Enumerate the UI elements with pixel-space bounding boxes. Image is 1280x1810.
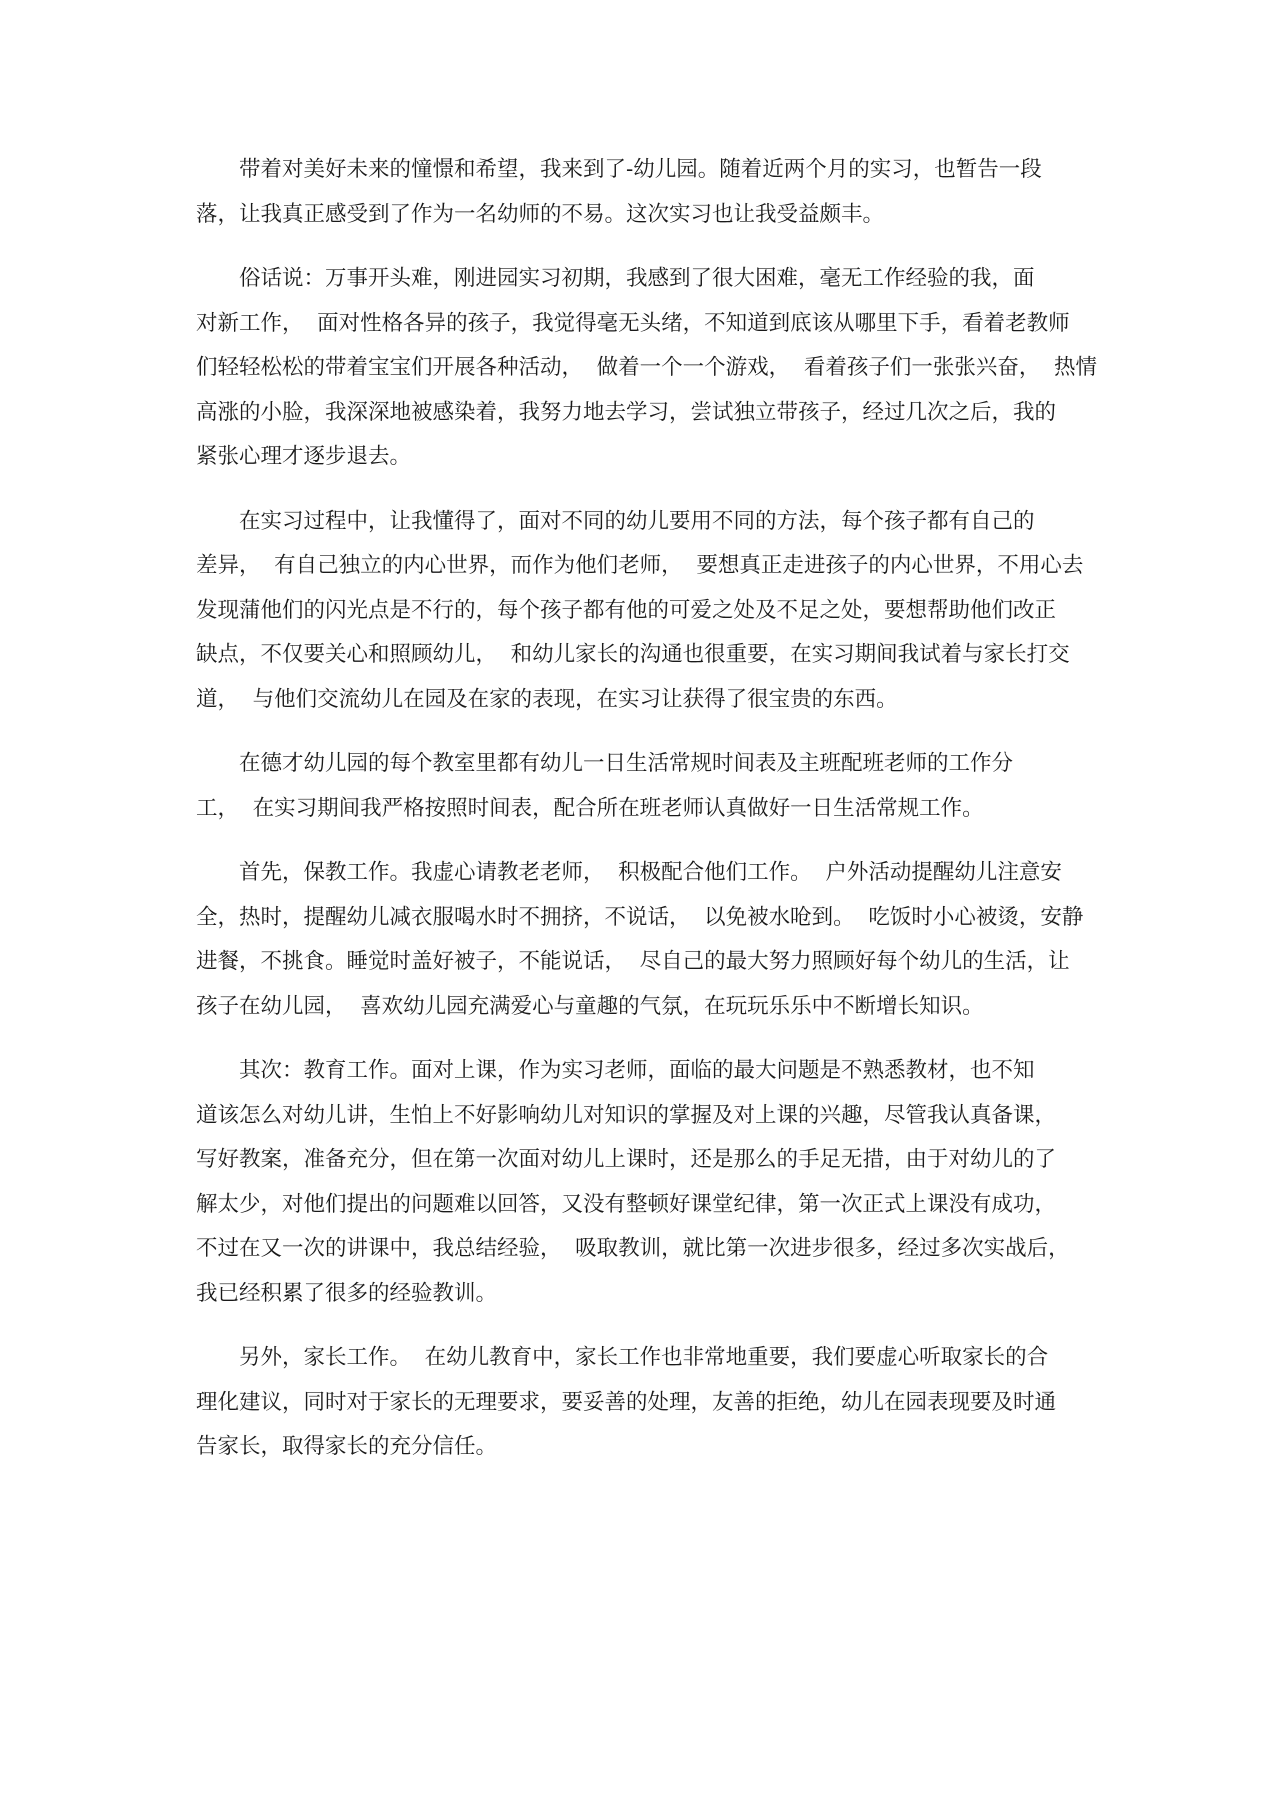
paragraph-7	[196, 1336, 1096, 1470]
paragraph-line: 道该怎么对幼儿讲，生怕上不好影响幼儿对知识的掌握及对上课的兴趣，尽管我认真备课，	[196, 1102, 1057, 1128]
paragraph-line: 不过在又一次的讲课中，我总结经验， 吸取教训，就比第一次进步很多，经过多次实战后，	[196, 1236, 1070, 1261]
paragraph-5	[196, 851, 1096, 1029]
paragraph-line: 进餐，不挑食。睡觉时盖好被子，不能说话， 尽自己的最大努力照顾好每个幼儿的生活，让	[196, 949, 1070, 974]
paragraph-line: 告家长，取得家长的充分信任。	[196, 1434, 498, 1459]
paragraph-6	[196, 1049, 1096, 1316]
paragraph-line: 全，热时，提醒幼儿减衣服喝水时不拥挤，不说话， 以免被水呛到。 吃饭时小心被烫，安静	[196, 904, 1084, 930]
paragraph-line: 在实习过程中，让我懂得了，面对不同的幼儿要用不同的方法，每个孩子都有自己的	[239, 508, 1035, 534]
paragraph-line: 在德才幼儿园的每个教室里都有幼儿一日生活常规时间表及主班配班老师的工作分	[239, 751, 1014, 776]
paragraph-line: 其次：教育工作。面对上课，作为实习老师，面临的最大问题是不熟悉教材，也不知	[239, 1058, 1035, 1083]
paragraph-line: 落，让我真正感受到了作为一名幼师的不易。这次实习也让我受益颇丰。	[196, 201, 885, 227]
paragraph-line: 首先，保教工作。我虚心请教老老师， 积极配合他们工作。 户外活动提醒幼儿注意安	[239, 860, 1062, 885]
paragraph-line: 差异， 有自己独立的内心世界，而作为他们老师， 要想真正走进孩子的内心世界，不用心去	[196, 553, 1084, 578]
paragraph-line: 孩子在幼儿园， 喜欢幼儿园充满爱心与童趣的气氛，在玩玩乐乐中不断增长知识。	[196, 993, 984, 1019]
paragraph-line: 解太少，对他们提出的问题难以回答，又没有整顿好课堂纪律，第一次正式上课没有成功，	[196, 1191, 1057, 1217]
paragraph-line: 俗话说：万事开头难，刚进园实习初期，我感到了很大困难，毫无工作经验的我，面	[239, 266, 1035, 291]
paragraph-line: 带着对美好未来的憧憬和希望，我来到了-幼儿园。随着近两个月的实习，也暂告一段	[239, 157, 1042, 182]
paragraph-line: 工， 在实习期间我严格按照时间表，配合所在班老师认真做好一日生活常规工作。	[196, 795, 984, 821]
paragraph-2	[196, 257, 1096, 480]
paragraph-line: 我已经积累了很多的经验教训。	[196, 1280, 498, 1306]
paragraph-line: 高涨的小脸，我深深地被感染着，我努力地去学习，尝试独立带孩子，经过几次之后，我的	[196, 399, 1057, 425]
paragraph-line: 另外，家长工作。 在幼儿教育中，家长工作也非常地重要，我们要虚心听取家长的合	[239, 1345, 1049, 1370]
document-body	[196, 148, 1096, 1490]
paragraph-line: 道， 与他们交流幼儿在园及在家的表现，在实习让获得了很宝贵的东西。	[196, 686, 898, 712]
paragraph-line: 对新工作， 面对性格各异的孩子，我觉得毫无头绪，不知道到底该从哪里下手，看着老教师	[196, 310, 1070, 336]
paragraph-3	[196, 500, 1096, 723]
paragraph-line: 理化建议，同时对于家长的无理要求，要妥善的处理，友善的拒绝，幼儿在园表现要及时通	[196, 1389, 1057, 1415]
paragraph-line: 们轻轻松松的带着宝宝们开展各种活动， 做着一个一个游戏， 看着孩子们一张张兴奋， 热情	[196, 355, 1098, 380]
paragraph-line: 缺点，不仅要关心和照顾幼儿， 和幼儿家长的沟通也很重要，在实习期间我试着与家长打交	[196, 642, 1070, 667]
paragraph-line: 发现蒲他们的闪光点是不行的，每个孩子都有他的可爱之处及不足之处，要想帮助他们改正	[196, 597, 1057, 623]
paragraph-line: 紧张心理才逐步退去。	[196, 444, 412, 469]
paragraph-line: 写好教案，准备充分，但在第一次面对幼儿上课时，还是那么的手足无措，由于对幼儿的了	[196, 1147, 1057, 1172]
paragraph-4	[196, 742, 1096, 831]
paragraph-1	[196, 148, 1096, 237]
